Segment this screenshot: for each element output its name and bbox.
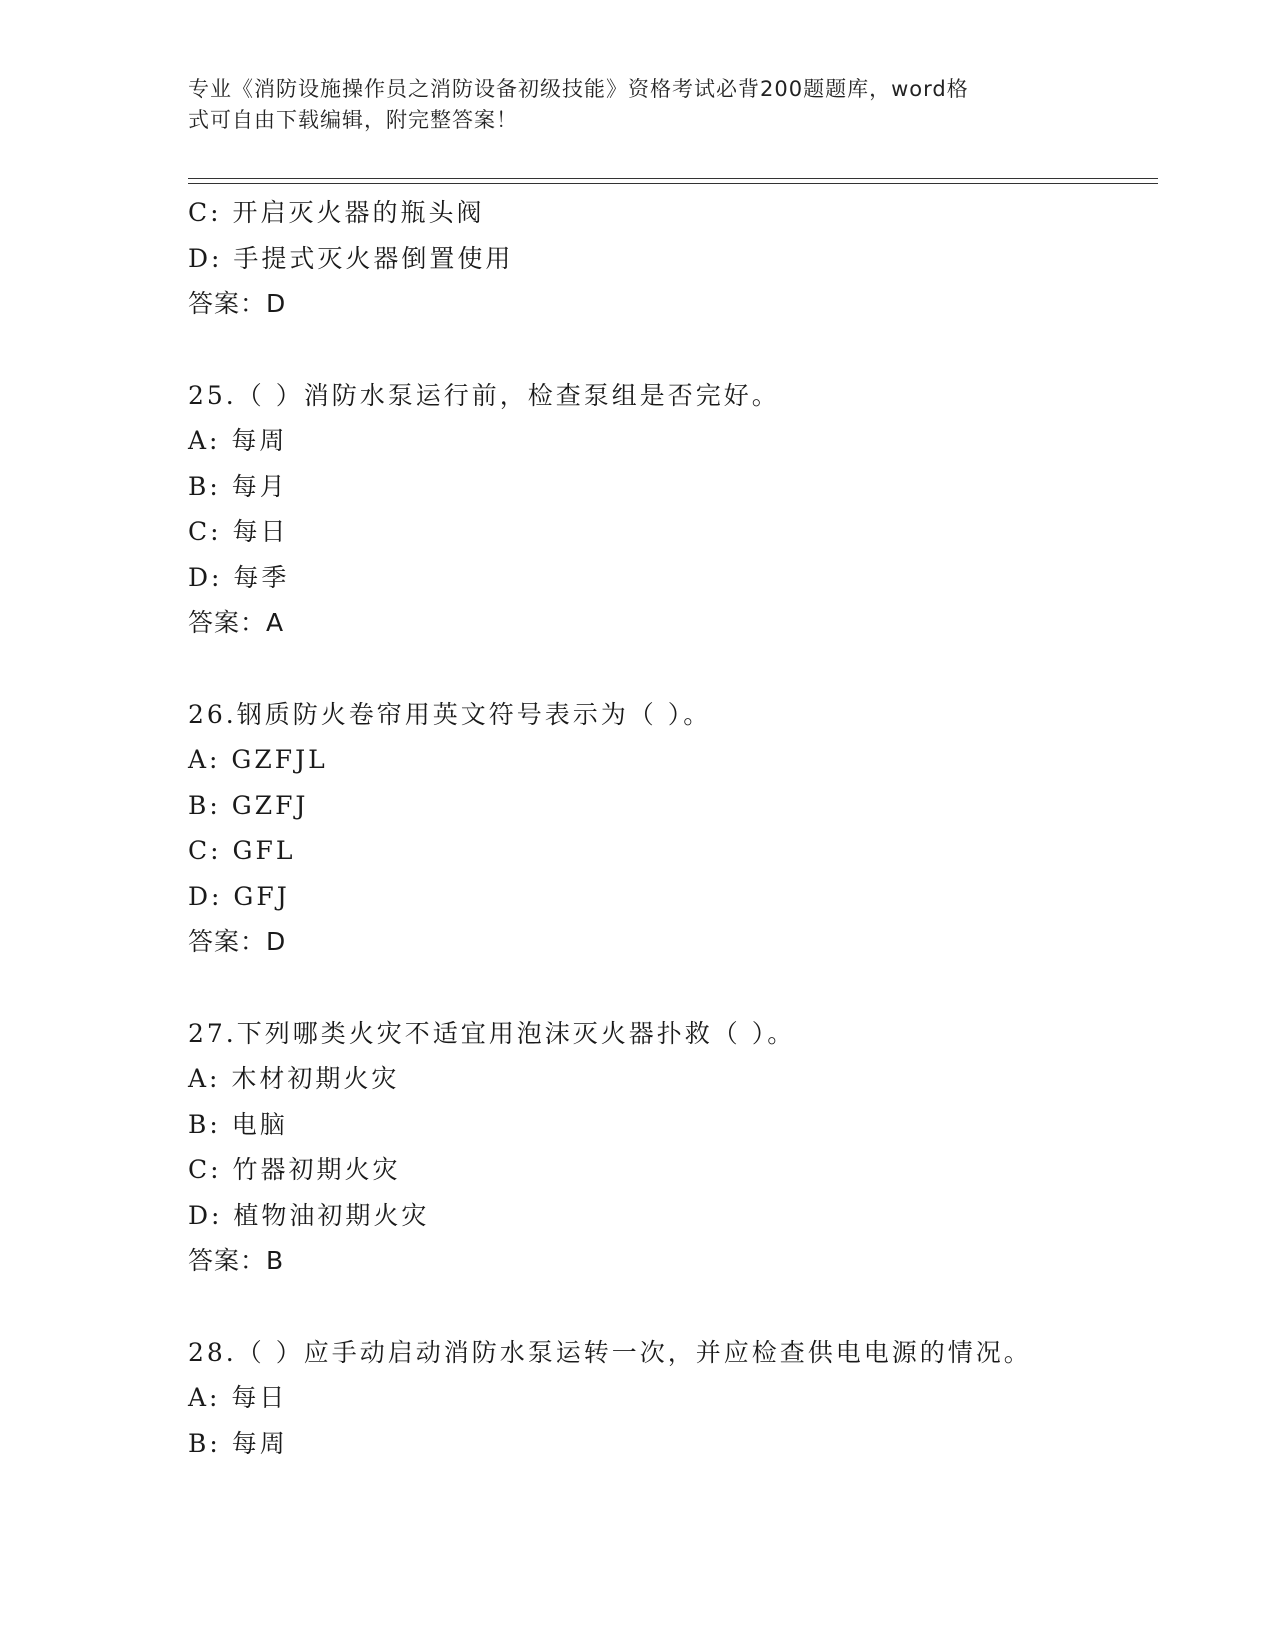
header-line-1: 专业《消防设施操作员之消防设备初级技能》资格考试必背200题题库，word格: [188, 77, 969, 101]
option-line: C: 开启灭火器的瓶头阀: [188, 198, 485, 227]
question-stem: 28.（ ）应手动启动消防水泵运转一次，并应检查供电电源的情况。: [188, 1337, 1032, 1367]
option-line: D: 手提式灭火器倒置使用: [188, 243, 514, 273]
option-line: A: 每日: [188, 1383, 288, 1412]
answer-line: 答案：B: [188, 1246, 285, 1275]
option-line: B: 每月: [188, 471, 288, 501]
header-divider-top: [188, 178, 1158, 179]
header-line-2: 式可自由下载编辑，附完整答案！: [188, 108, 518, 132]
option-line: A: 木材初期火灾: [188, 1064, 400, 1093]
option-line: B: 每周: [188, 1428, 288, 1458]
question-stem: 25.（ ）消防水泵运行前，检查泵组是否完好。: [188, 380, 780, 410]
answer-line: 答案：A: [188, 608, 285, 637]
question-spacer: [188, 327, 1148, 373]
page-header: [188, 74, 1068, 136]
option-line: C: GFL: [188, 836, 296, 865]
option-line: B: GZFJ: [188, 790, 309, 820]
option-line: A: 每周: [188, 426, 288, 455]
question-stem: 26.钢质防火卷帘用英文符号表示为（ ）。: [188, 699, 712, 729]
option-line: C: 竹器初期火灾: [188, 1155, 401, 1184]
question-list: [188, 190, 1148, 1466]
question-spacer: [188, 646, 1148, 692]
option-line: A: GZFJL: [188, 745, 328, 774]
question-stem: 27.下列哪类火灾不适宜用泡沫灭火器扑救（ ）。: [188, 1018, 796, 1048]
option-line: C: 每日: [188, 517, 289, 546]
header-divider-bottom: [188, 183, 1158, 184]
option-line: D: GFJ: [188, 881, 290, 911]
option-line: D: 植物油初期火灾: [188, 1200, 430, 1230]
answer-line: 答案：D: [188, 927, 287, 956]
answer-line: 答案：D: [188, 289, 287, 318]
question-spacer: [188, 1284, 1148, 1330]
option-line: D: 每季: [188, 562, 290, 592]
option-line: B: 电脑: [188, 1109, 288, 1139]
question-spacer: [188, 965, 1148, 1011]
